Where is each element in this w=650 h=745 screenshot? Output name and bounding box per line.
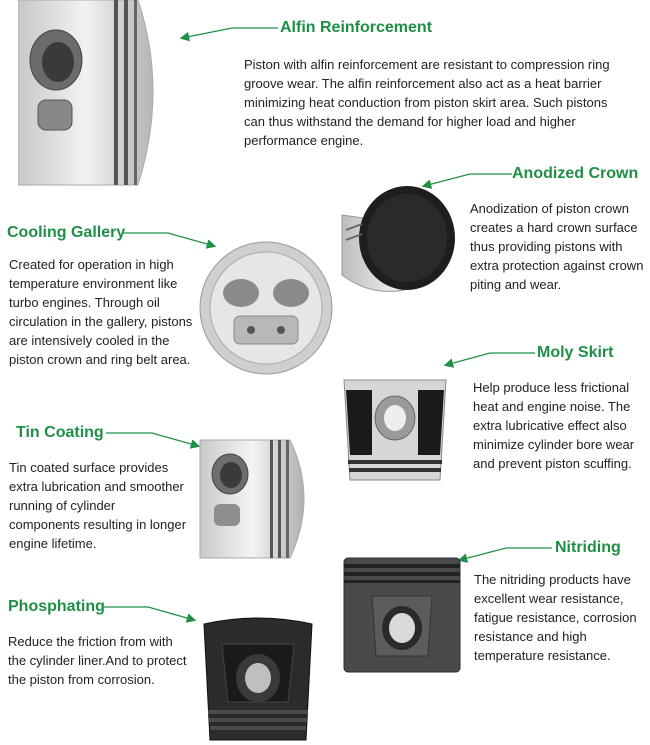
anodized-piston-image (332, 180, 462, 310)
feature-text-tin: Tin coated surface provides extra lubrication and smoother running of cylinder components resulting in longer engine lifetime. (9, 460, 187, 551)
arrow-tin (106, 433, 198, 446)
feature-title-phosphating: Phosphating (8, 598, 105, 615)
feature-text-anodized: Anodization of piston crown creates a hard crown surface thus providing pistons with extra protection against crown piting and wear. (470, 201, 644, 292)
feature-text-nitriding: The nitriding products have excellent wear resistance, fatigue resistance, corrosion resistance and high temperature resistance. (474, 572, 637, 663)
phosphating-piston-image (198, 614, 318, 744)
arrow-phosphating (102, 607, 194, 620)
feature-title-tin: Tin Coating (16, 424, 104, 441)
arrow-moly (446, 353, 535, 365)
nitriding-piston-image (342, 556, 462, 674)
feature-title-anodized: Anodized Crown (512, 165, 639, 182)
feature-text-cooling: Created for operation in high temperature environment like turbo engines. Through oil circulation in the gallery, pistons are intensively cooled in the piston crown and ring belt area. (9, 257, 193, 367)
alfin-piston-image (18, 0, 168, 190)
arrow-alfin (182, 28, 278, 38)
feature-title-moly: Moly Skirt (537, 344, 614, 361)
feature-title-alfin: Alfin Reinforcement (280, 19, 433, 36)
feature-text-phosphating: Reduce the friction from with the cylinder liner.And to protect the piston from corrosion. (8, 634, 187, 687)
feature-text-moly: Help produce less frictional heat and engine noise. The extra lubricative effect also minimize cylinder bore wear and prevent piston scuffing. (473, 380, 635, 471)
arrow-nitriding (460, 548, 552, 560)
cooling-gallery-piston-image (196, 238, 336, 378)
feature-title-cooling: Cooling Gallery (7, 224, 126, 241)
moly-skirt-piston-image (340, 370, 450, 490)
tin-coating-piston-image (194, 434, 314, 564)
feature-text-alfin: Piston with alfin reinforcement are resistant to compression ring groove wear. The alfin reinforcement also act as a heat barrier minimizing heat conduction from piston skirt area. Such pistons can thus withstand the demand for higher load and higher performance engine. (244, 57, 610, 148)
feature-title-nitriding: Nitriding (555, 539, 621, 556)
